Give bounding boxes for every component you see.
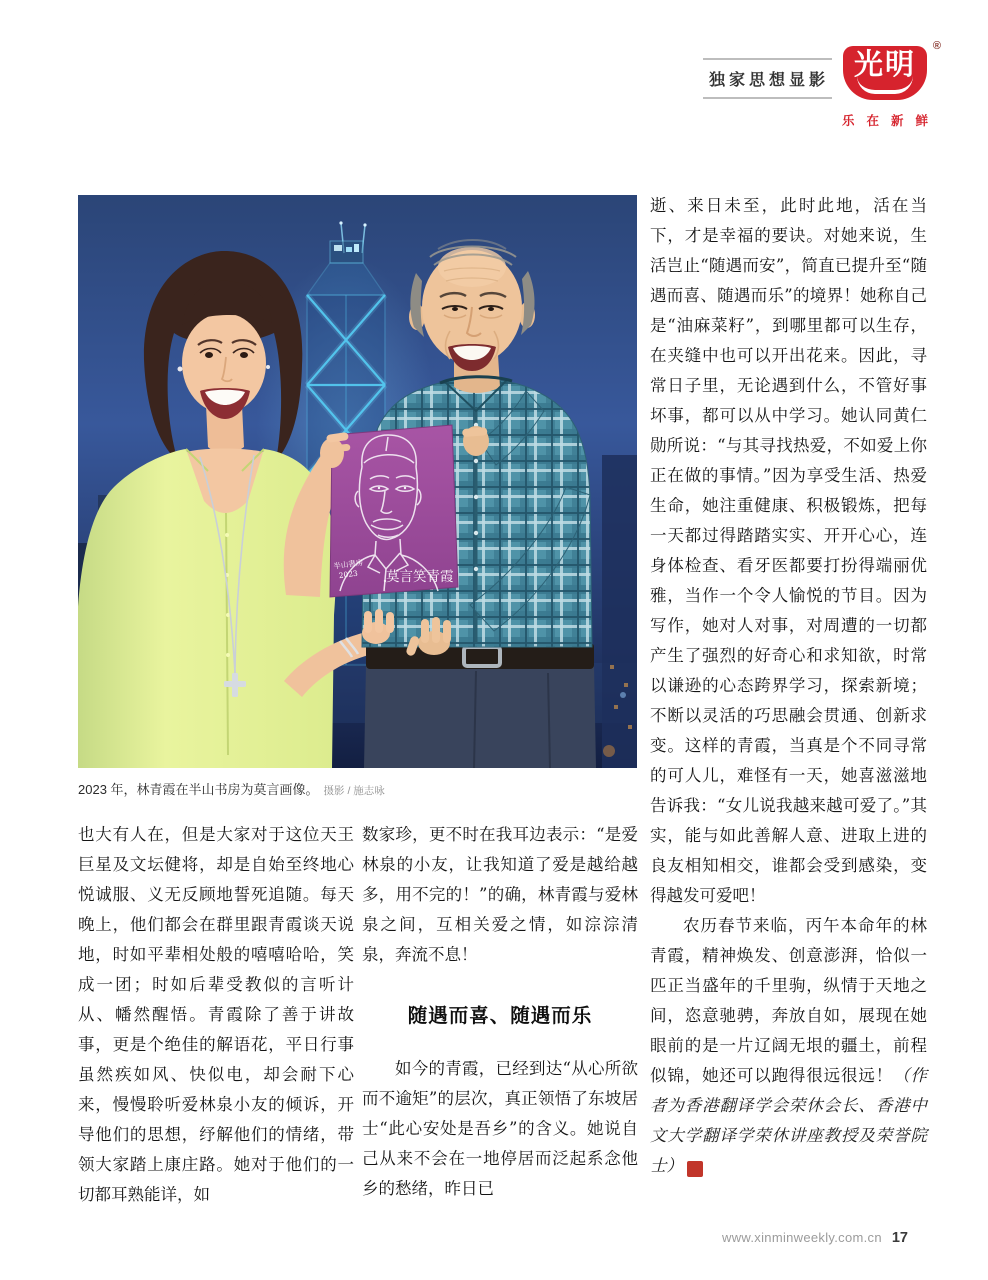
feature-photo: [78, 195, 637, 768]
photo-illustration: [78, 195, 637, 768]
masthead-tagline: 独家思想显影: [703, 58, 832, 99]
article-paragraph: 数家珍，更不时在我耳边表示：“是爱林泉的小友，让我知道了爱是越给越多，用不完的！”的确，林青霞与爱林泉之间，互相关爱之情，如淙淙清泉，奔流不息！: [362, 825, 638, 964]
author-note: （作者为香港翻译学会荣休会长、香港中文大学翻译学荣休讲座教授及荣誉院士）: [650, 1066, 928, 1175]
caption-text: 2023 年，林青霞在半山书房为莫言画像。: [78, 782, 319, 797]
card-inscription-year: 2023: [338, 568, 359, 581]
section-heading: 随遇而喜、随遇而乐: [407, 1005, 593, 1027]
card-inscription-side: 半山書房: [332, 557, 364, 571]
brand-slogan: 乐在新鲜: [841, 114, 940, 128]
article-column-3: [650, 191, 927, 1181]
website-url: www.xinminweekly.com.cn: [722, 1230, 882, 1245]
card-inscription-main: 莫言笑青霞: [386, 569, 454, 585]
guangming-logo-icon: [843, 40, 941, 100]
closing-text: 农历春节来临，丙午本命年的林青霞，精神焕发、创意澎湃，恰似一匹正当盛年的千里驹，纵情于天地之间，恣意驰骋，奔放自如，展现在她眼前的是一片辽阔无垠的疆土，前程似锦，她还可以跑得很远很远！: [650, 916, 927, 1085]
article-column-1: [78, 820, 354, 1210]
masthead: [703, 40, 941, 129]
page-number: 17: [891, 1230, 908, 1246]
photo-credit: 摄影 / 施志咏: [323, 785, 385, 797]
portrait-card: [330, 425, 458, 597]
photo-caption: [78, 779, 638, 798]
brand-block: [841, 40, 941, 129]
brand-name: 光明: [853, 49, 916, 81]
page-footer: [0, 1229, 908, 1247]
article-paragraph: 也大有人在，但是大家对于这位天王巨星及文坛健将，却是自始至终地心悦诚服、义无反顾地誓死追随。每天晚上，他们都会在群里跟青霞谈天说地，时如平辈相处般的嘻嘻哈哈，笑成一团；时如后辈受教似的言听计从、幡然醒悟。青霞除了善于讲故事，更是个绝佳的解语花，平日行事虽然疾如风、快似电，却会耐下心来，慢慢聆听爱林泉小友的倾诉，开导他们的思想，纾解他们的情绪，带领大家踏上康庄路。她对于他们的一切都耳熟能详，如: [78, 825, 354, 1204]
xinmin-end-seal-icon: 民: [687, 1161, 703, 1177]
article-column-2: [362, 820, 638, 1204]
article-paragraph: 如今的青霞，已经到达“从心所欲而不逾矩”的层次，真正领悟了东坡居士“此心安处是吾乡”的含义。她说自己从来不会在一地停居而泛起系念他乡的愁绪，昨日已: [362, 1059, 638, 1198]
smile-arc-icon: [857, 76, 913, 94]
article-paragraph: [650, 911, 927, 1181]
registered-mark: ®: [932, 40, 941, 52]
article-paragraph: 逝、来日未至，此时此地，活在当下，才是幸福的要诀。对她来说，生活岂止“随遇而安”，简直已提升至“随遇而喜、随遇而乐”的境界！她称自己是“油麻菜籽”，到哪里都可以生存，在夹缝中也可以开出花来。因此，寻常日子里，无论遇到什么，不管好事坏事，都可以从中学习。她认同黄仁勋所说：“与其寻找热爱，不如爱上你正在做的事情。”因为享受生活、热爱生命，她注重健康、积极锻炼，把每一天都过得踏踏实实、开开心心，连身体检查、看牙医都要打扮得端丽优雅，当作一个令人愉悦的节目。因为写作，她对人对事，对周遭的一切都产生了强烈的好奇心和求知欲，时常以谦逊的心态跨界学习，探索新境；不断以灵活的巧思融会贯通、创新求变。这样的青霞，当真是个不同寻常的可人儿，难怪有一天，她喜滋滋地告诉我：“女儿说我越来越可爱了。”其实，能与如此善解人意、进取上进的良友相知相交，谁都会受到感染，变得越发可爱吧！: [650, 196, 927, 905]
